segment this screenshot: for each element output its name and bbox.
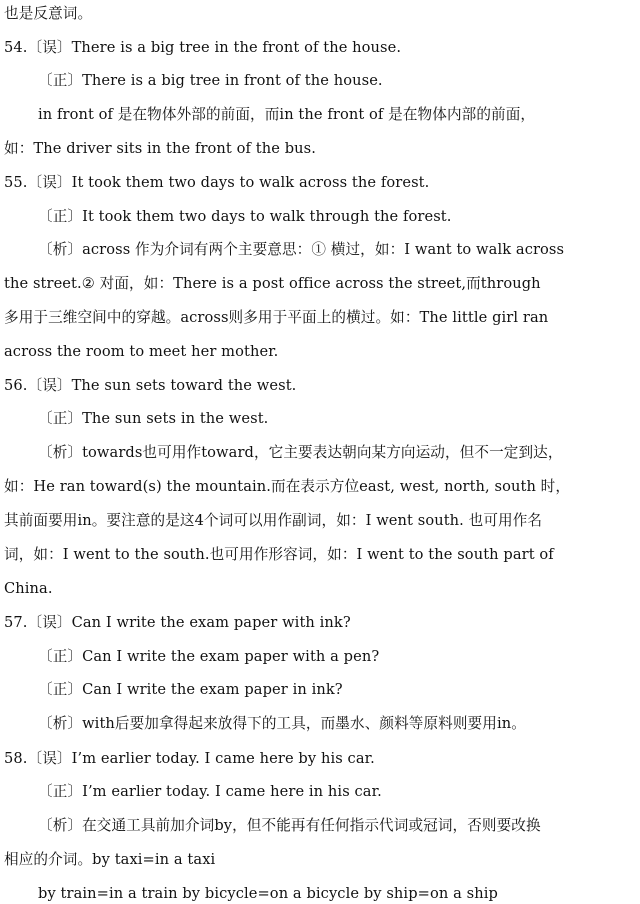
text-line: 其前面要用in。要注意的是这4个词可以用作副词，如：I went south. 也可用作名 bbox=[4, 512, 543, 529]
text-line: 〔析〕across 作为介词有两个主要意思：① 横过，如：I want to walk across bbox=[38, 241, 565, 258]
text-line: 〔正〕There is a big tree in front of the house. bbox=[38, 72, 383, 89]
text-line: in front of 是在物体外部的前面，而in the front of 是在物体内部的前面， bbox=[38, 106, 536, 123]
text-line: 〔正〕Can I write the exam paper in ink? bbox=[38, 681, 343, 698]
text-line: 57.〔误〕Can I write the exam paper with ink? bbox=[4, 614, 351, 631]
text-line: 〔正〕It took them two days to walk through the forest. bbox=[38, 208, 452, 225]
text-line: 〔正〕I’m earlier today. I came here in his car. bbox=[38, 783, 382, 800]
text-line: by train=in a train by bicycle=on a bicycle by ship=on a ship bbox=[38, 885, 498, 902]
text-line: the street.② 对面，如：There is a post office across the street,而through bbox=[4, 275, 541, 292]
text-line: 词，如：I went to the south.也可用作形容词，如：I went to the south part of bbox=[4, 546, 554, 563]
text-line: 〔正〕The sun sets in the west. bbox=[38, 410, 269, 427]
text-line: 多用于三维空间中的穿越。across则多用于平面上的横过。如：The little girl ran bbox=[4, 309, 549, 326]
text-line: 如：The driver sits in the front of the bus. bbox=[4, 140, 316, 157]
text-line: across the room to meet her mother. bbox=[4, 343, 279, 360]
text-line: 58.〔误〕I’m earlier today. I came here by his car. bbox=[4, 750, 375, 767]
text-line: 如：He ran toward(s) the mountain.而在表示方位east, west, north, south 时， bbox=[4, 478, 571, 495]
text-line: 〔析〕在交通工具前加介词by，但不能再有任何指示代词或冠词，否则要改换 bbox=[38, 817, 541, 834]
text-line: 也是反意词。 bbox=[4, 5, 93, 22]
text-line: 〔正〕Can I write the exam paper with a pen? bbox=[38, 648, 380, 665]
text-line: 55.〔误〕It took them two days to walk across the forest. bbox=[4, 174, 430, 191]
text-line: 〔析〕with后要加拿得起来放得下的工具，而墨水、颜料等原料则要用in。 bbox=[38, 715, 526, 732]
text-line: 54.〔误〕There is a big tree in the front of the house. bbox=[4, 39, 402, 56]
text-line: 56.〔误〕The sun sets toward the west. bbox=[4, 377, 297, 394]
text-line: 相应的介词。by taxi=in a taxi bbox=[4, 851, 216, 868]
text-line: 〔析〕towards也可用作toward，它主要表达朝向某方向运动，但不一定到达， bbox=[38, 444, 563, 461]
text-line: China. bbox=[4, 580, 53, 597]
